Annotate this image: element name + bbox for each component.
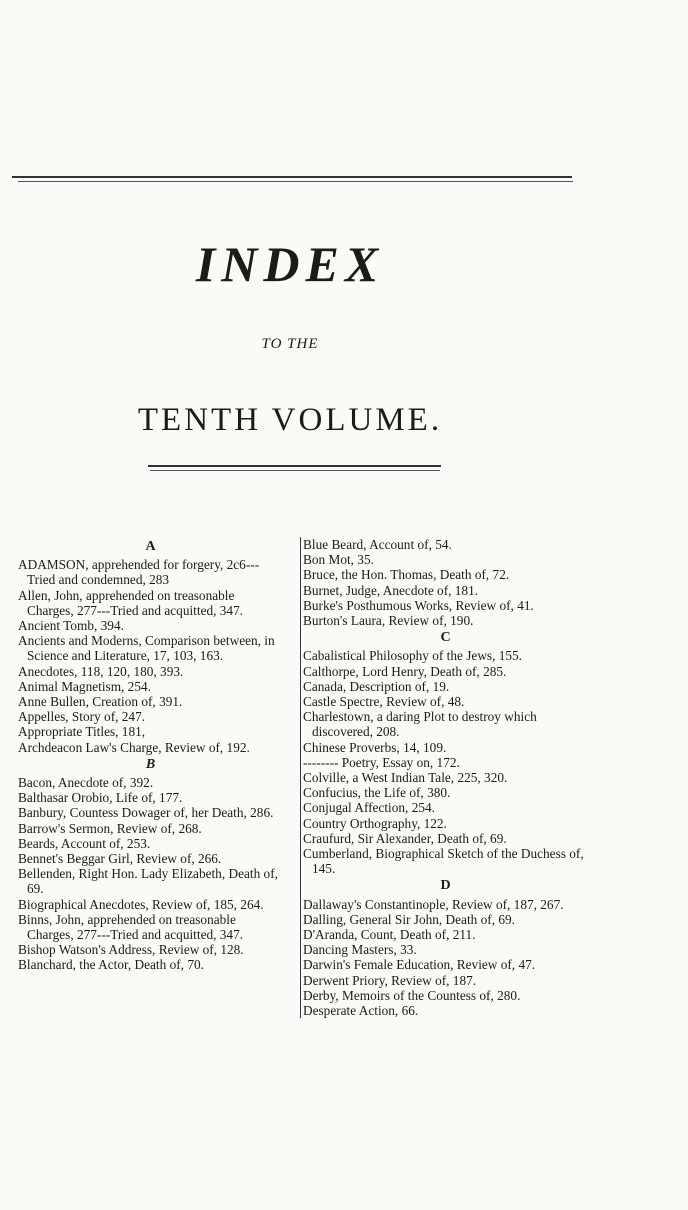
index-entry: Archdeacon Law's Charge, Review of, 192. — [18, 739, 250, 755]
index-entry: Beards, Account of, 253. — [18, 835, 151, 851]
index-entry: Dallaway's Constantinople, Review of, 187, 267. — [303, 896, 564, 912]
index-entry: Bon Mot, 35. — [303, 552, 374, 568]
section-letter: D — [440, 878, 451, 894]
index-entry: Burke's Posthumous Works, Review of, 41. — [303, 597, 534, 613]
index-entry: Derwent Priory, Review of, 187. — [303, 972, 477, 988]
index-entry: Blanchard, the Actor, Death of, 70. — [18, 957, 204, 973]
index-entry: Burton's Laura, Review of, 190. — [303, 613, 474, 629]
index-entry: Bruce, the Hon. Thomas, Death of, 72. — [303, 567, 510, 583]
index-entry: Dalling, General Sir John, Death of, 69. — [303, 911, 515, 927]
index-entry: Confucius, the Life of, 380. — [303, 785, 451, 801]
index-entry: Bellenden, Right Hon. Lady Elizabeth, Death of, 69. — [18, 866, 278, 897]
middle-rule-thin — [150, 470, 440, 471]
index-entry: Anecdotes, 118, 120, 180, 393. — [18, 663, 184, 679]
volume-title: TENTH VOLUME. — [137, 402, 443, 438]
index-entry: Anne Bullen, Creation of, 391. — [18, 694, 183, 710]
index-entry: Ancients and Moderns, Comparison between, in Science and Literature, 17, 103, 163. — [18, 633, 275, 664]
index-entry: -------- Poetry, Essay on, 172. — [303, 754, 460, 770]
index-entry: Animal Magnetism, 254. — [18, 678, 151, 694]
index-entry: Craufurd, Sir Alexander, Death of, 69. — [303, 830, 507, 846]
index-entry: Burnet, Judge, Anecdote of, 181. — [303, 582, 479, 598]
index-entry: Barrow's Sermon, Review of, 268. — [18, 820, 202, 836]
index-entry: Country Orthography, 122. — [303, 815, 447, 831]
index-entry: Appelles, Story of, 247. — [18, 709, 146, 725]
index-column-left — [18, 537, 283, 973]
middle-rule — [148, 465, 441, 467]
index-entry: Cumberland, Biographical Sketch of the Duchess of, 145. — [303, 846, 584, 877]
index-entry: Appropriate Titles, 181, — [18, 724, 146, 740]
top-rule-thin — [18, 181, 573, 182]
index-entry: Biographical Anecdotes, Review of, 185, 264. — [18, 896, 264, 912]
index-entry: D'Aranda, Count, Death of, 211. — [303, 927, 476, 943]
index-column-right — [300, 537, 588, 1018]
index-entry: Allen, John, apprehended on treasonable Charges, 277---Tried and acquitted, 347. — [18, 587, 244, 618]
index-entry: Darwin's Female Education, Review of, 47. — [303, 957, 536, 973]
index-entry: Calthorpe, Lord Henry, Death of, 285. — [303, 663, 507, 679]
index-entry: Desperate Action, 66. — [303, 1003, 419, 1019]
top-rule — [12, 176, 572, 178]
index-entry: Bennet's Beggar Girl, Review of, 266. — [18, 851, 222, 867]
index-title: INDEX — [195, 236, 385, 292]
index-entry: Dancing Masters, 33. — [303, 942, 417, 958]
index-entry: Balthasar Orobio, Life of, 177. — [18, 790, 183, 806]
index-entry: ADAMSON, apprehended for forgery, 2c6---Tried and condemned, 283 — [18, 557, 260, 588]
index-entry: Canada, Description of, 19. — [303, 678, 450, 694]
section-letter: B — [145, 756, 156, 772]
index-subtitle: TO THE — [261, 336, 319, 352]
index-entry: Charlestown, a daring Plot to destroy which discovered, 208. — [303, 709, 537, 740]
index-entry: Chinese Proverbs, 14, 109. — [303, 739, 447, 755]
section-letter: A — [145, 539, 156, 554]
index-entry: Bacon, Anecdote of, 392. — [18, 775, 154, 791]
index-entry: Cabalistical Philosophy of the Jews, 155. — [303, 648, 523, 664]
index-entry: Blue Beard, Account of, 54. — [303, 537, 452, 552]
index-entry: Banbury, Countess Dowager of, her Death, 286. — [18, 805, 274, 821]
index-entry: Bishop Watson's Address, Review of, 128. — [18, 942, 244, 958]
index-entry: Binns, John, apprehended on treasonable Charges, 277---Tried and acquitted, 347. — [18, 911, 244, 943]
index-entry: Colville, a West Indian Tale, 225, 320. — [303, 770, 508, 786]
index-entry: Castle Spectre, Review of, 48. — [303, 694, 465, 710]
index-entry: Ancient Tomb, 394. — [18, 618, 124, 634]
section-letter: C — [440, 630, 451, 646]
index-entry: Conjugal Affection, 254. — [303, 800, 435, 816]
index-entry: Derby, Memoirs of the Countess of, 280. — [303, 987, 521, 1003]
